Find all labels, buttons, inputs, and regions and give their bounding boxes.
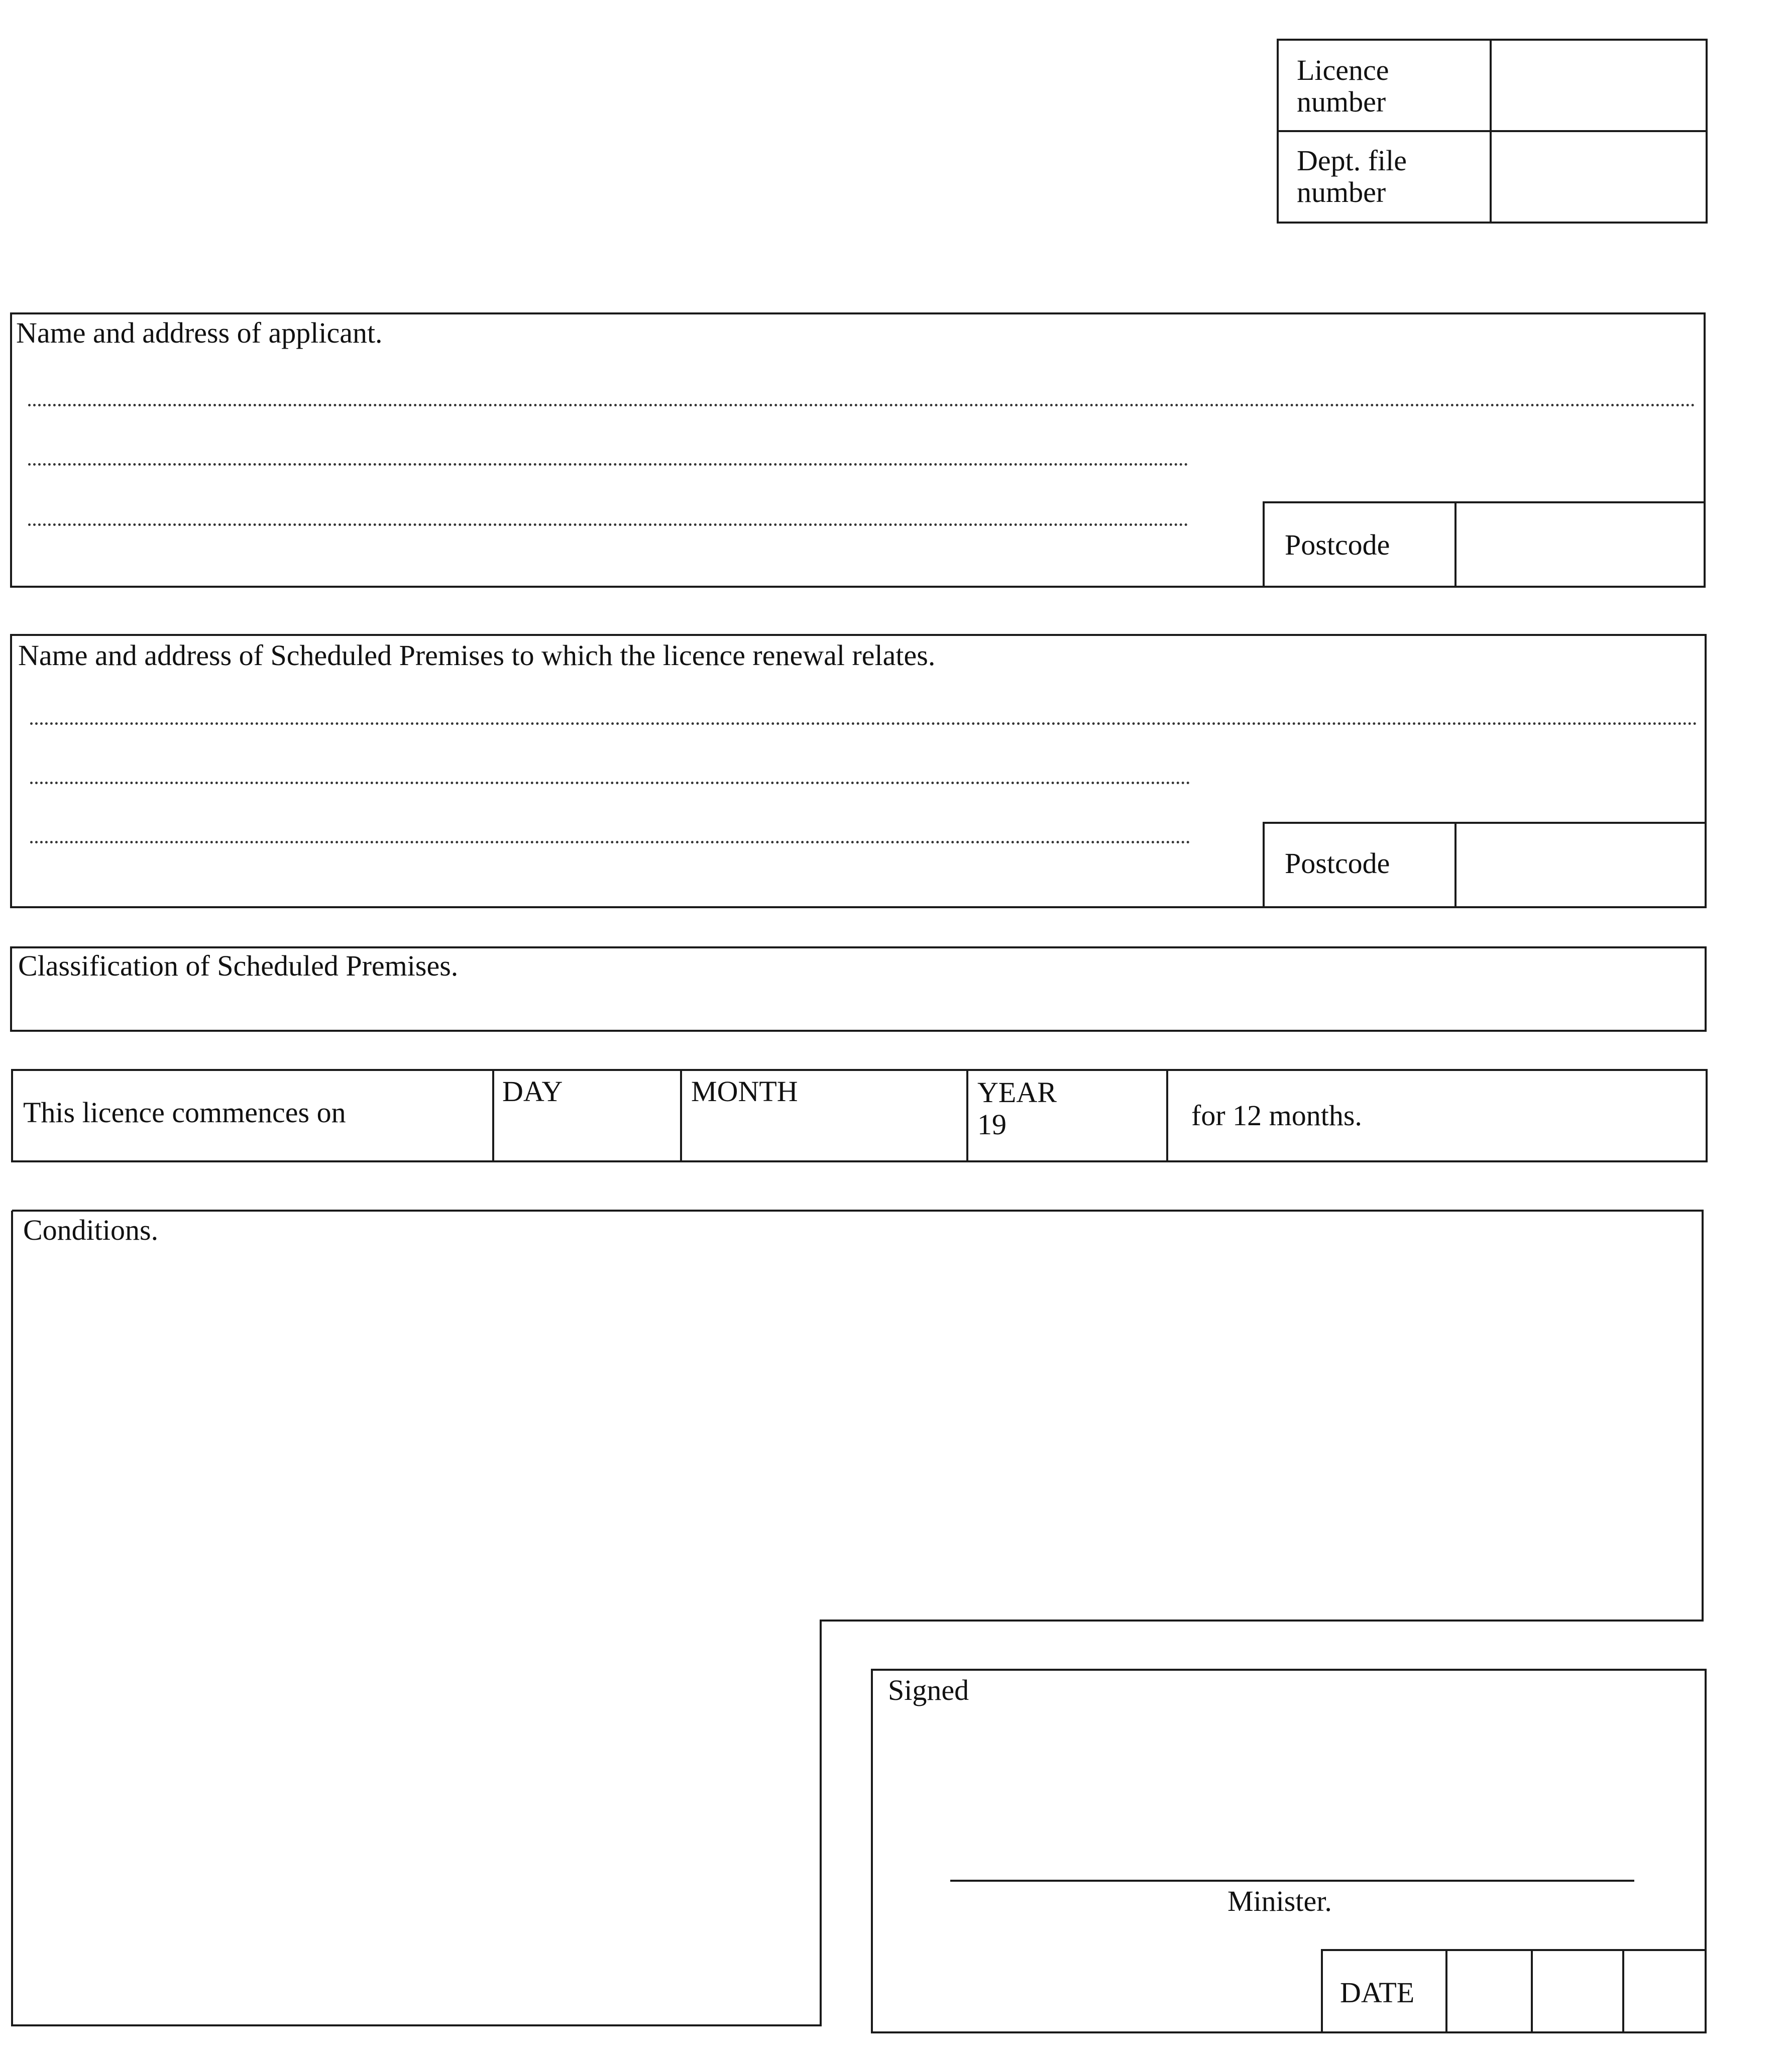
date-year-field[interactable] — [1624, 1951, 1707, 2033]
dept-file-number-label: Dept. file number — [1297, 144, 1407, 208]
date-month-field[interactable] — [1533, 1951, 1622, 2033]
conditions-area[interactable] — [13, 1212, 820, 2024]
duration-text: for 12 months. — [1191, 1099, 1362, 1132]
signed-label: Signed — [888, 1674, 969, 1706]
conditions-area-upper[interactable] — [820, 1212, 1702, 1620]
date-box — [1321, 1949, 1707, 2033]
date-label: DATE — [1340, 1976, 1415, 2009]
premises-postcode-label: Postcode — [1285, 847, 1390, 880]
commencement-label: This licence commences on — [23, 1096, 346, 1129]
premises-heading: Name and address of Scheduled Premises to which the licence renewal relates. — [18, 639, 936, 672]
applicant-heading: Name and address of applicant. — [16, 316, 383, 349]
signature-line[interactable] — [950, 1880, 1634, 1882]
classification-heading: Classification of Scheduled Premises. — [18, 949, 459, 982]
year-label: YEAR — [977, 1076, 1057, 1109]
signature-section — [871, 1669, 1707, 2033]
conditions-heading: Conditions. — [23, 1214, 159, 1246]
year-prefix: 19 — [977, 1108, 1006, 1141]
month-label: MONTH — [691, 1075, 798, 1108]
minister-label: Minister. — [1227, 1885, 1332, 1917]
date-day-field[interactable] — [1447, 1951, 1531, 2033]
day-label: DAY — [502, 1075, 563, 1108]
applicant-postcode-label: Postcode — [1285, 528, 1390, 561]
licence-number-label: Licence number — [1297, 54, 1389, 118]
